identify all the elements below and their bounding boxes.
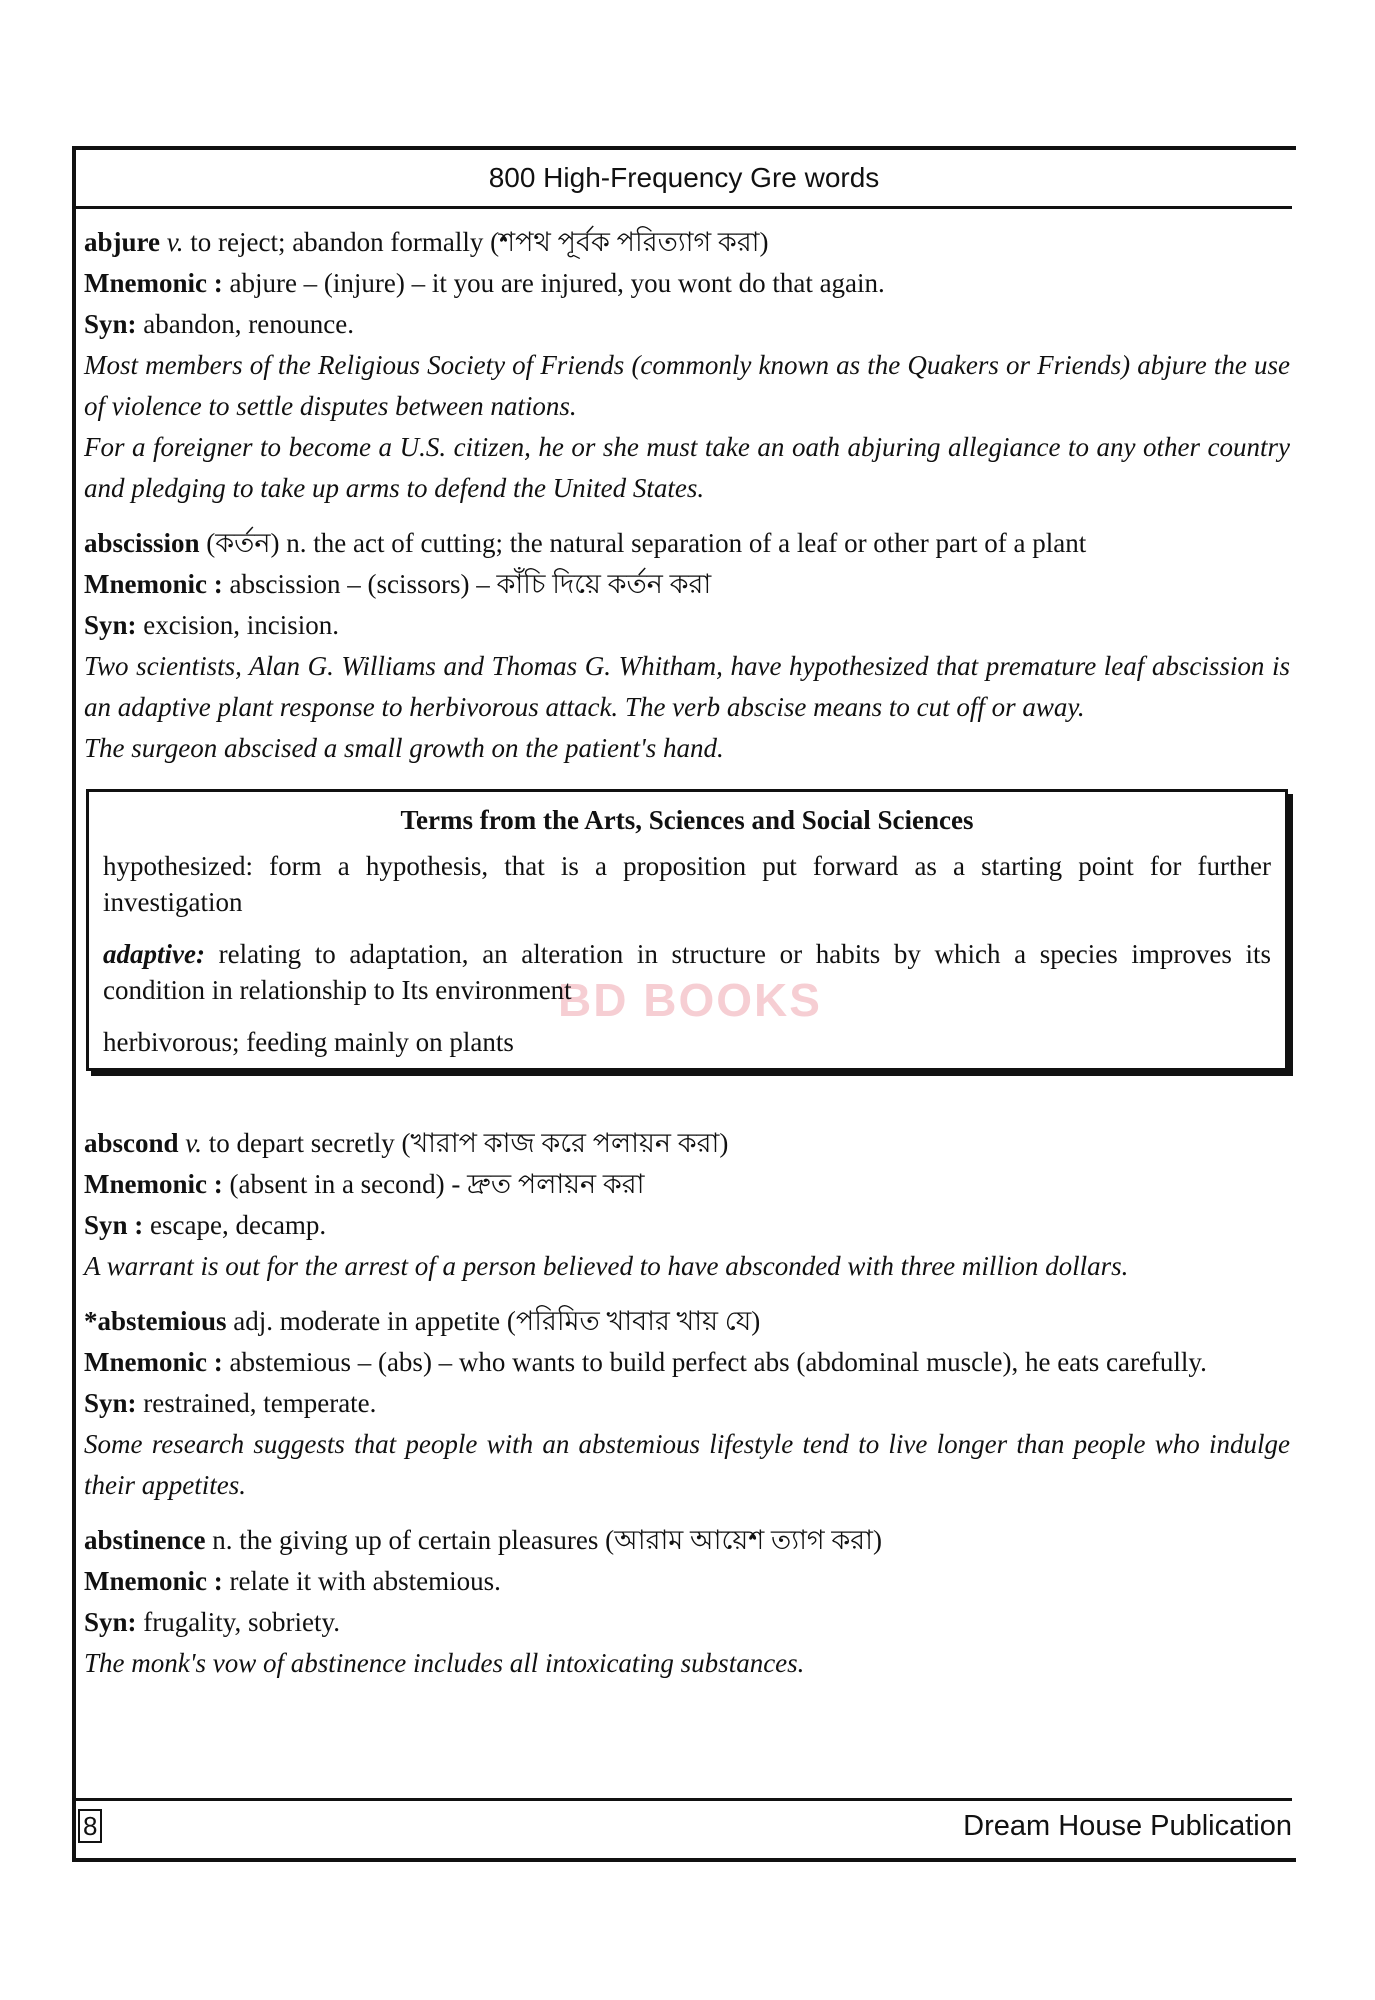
synonym-text: escape, decamp. [150, 1210, 327, 1240]
example-sentence: For a foreigner to become a U.S. citizen, he or she must take an oath abjuring allegiance to any other country and pledging to take up arms to defend the United States. [84, 432, 1290, 503]
mnemonic-label: Mnemonic : [84, 1566, 223, 1596]
mnemonic-label: Mnemonic : [84, 569, 223, 599]
synonym-text: frugality, sobriety. [143, 1607, 340, 1637]
publisher-name: Dream House Publication [963, 1809, 1292, 1842]
entry-abscission [84, 523, 1290, 769]
entry-headline [84, 1520, 1290, 1561]
term-definition: feeding mainly on plants [246, 1027, 514, 1057]
mnemonic-line [84, 1164, 1290, 1205]
synonym-label: Syn : [84, 1210, 144, 1240]
terms-box-title: Terms from the Arts, Sciences and Social Sciences [400, 805, 974, 835]
page-title: 800 High-Frequency Gre words [488, 162, 880, 193]
mnemonic-text: abjure – (injure) – it you are injured, you wont do that again. [229, 268, 885, 298]
mnemonic-line [84, 263, 1290, 304]
entry-abstemious [84, 1301, 1290, 1506]
synonym-line [84, 605, 1290, 646]
definition: to reject; abandon formally (শপথ পূর্বক পরিত্যাগ করা) [190, 227, 769, 257]
entry-headline [84, 222, 1290, 263]
mnemonic-text: (absent in a second) - দ্রুত পলায়ন করা [229, 1169, 645, 1199]
mnemonic-text: abscission – (scissors) – কাঁচি দিয়ে কর্তন করা [229, 569, 712, 599]
synonym-label: Syn: [84, 309, 137, 339]
definition: the giving up of certain pleasures (আরাম আয়েশ ত্যাগ করা) [239, 1525, 882, 1555]
synonym-label: Syn: [84, 1607, 137, 1637]
synonym-text: excision, incision. [143, 610, 340, 640]
headword: *abstemious [84, 1306, 227, 1336]
part-of-speech: (কর্তন) n. [206, 528, 307, 558]
mnemonic-label: Mnemonic : [84, 1169, 223, 1199]
term-definition: form a hypothesis, that is a proposition put forward as a starting point for further investigation [103, 851, 1271, 917]
term-name: hypothesized: [103, 851, 253, 881]
term-item [103, 848, 1271, 920]
term-item [103, 936, 1271, 1008]
part-of-speech: v. [166, 227, 184, 257]
term-definition: relating to adaptation, an alteration in structure or habits by which a species improves its condition in relationship to Its environment [103, 939, 1272, 1005]
page-footer [76, 1798, 1292, 1851]
synonym-line [84, 1383, 1290, 1424]
definition: to depart secretly (খারাপ কাজ করে পলায়ন করা) [208, 1128, 729, 1158]
page-header [76, 150, 1292, 209]
mnemonic-label: Mnemonic : [84, 1347, 223, 1377]
mnemonic-label: Mnemonic : [84, 268, 223, 298]
term-item [103, 1024, 1271, 1060]
term-name: adaptive: [103, 939, 205, 969]
entry-abstinence [84, 1520, 1290, 1684]
synonym-text: abandon, renounce. [143, 309, 354, 339]
bdbooks-watermark: BD BOOKS [558, 974, 822, 1026]
mnemonic-line [84, 1342, 1290, 1383]
synonym-line [84, 1602, 1290, 1643]
entry-abscond [84, 1123, 1290, 1287]
headword: abjure [84, 227, 161, 257]
entry-abjure [84, 222, 1290, 509]
headword: abscond [84, 1128, 179, 1158]
mnemonic-text: abstemious – (abs) – who wants to build perfect abs (abdominal muscle), he eats carefully. [229, 1347, 1207, 1377]
definition: moderate in appetite (পরিমিত খাবার খায় যে) [279, 1306, 761, 1336]
entry-headline [84, 523, 1290, 564]
entry-headline [84, 1301, 1290, 1342]
mnemonic-line [84, 564, 1290, 605]
example-sentence: A warrant is out for the arrest of a person believed to have absconded with three million dollars. [84, 1251, 1129, 1281]
part-of-speech: n. [212, 1525, 233, 1555]
part-of-speech: adj. [233, 1306, 274, 1336]
headword: abstinence [84, 1525, 206, 1555]
definition: the act of cutting; the natural separation of a leaf or other part of a plant [313, 528, 1087, 558]
part-of-speech: v. [185, 1128, 203, 1158]
terms-box [86, 789, 1288, 1071]
example-sentence: The monk's vow of abstinence includes all intoxicating substances. [84, 1648, 805, 1678]
term-name: herbivorous; [103, 1027, 240, 1057]
headword: abscission [84, 528, 200, 558]
synonym-label: Syn: [84, 1388, 137, 1418]
content [84, 222, 1290, 1698]
entry-headline [84, 1123, 1290, 1164]
synonym-label: Syn: [84, 610, 137, 640]
example-sentence: Some research suggests that people with an abstemious lifestyle tend to live longer than people who indulge their appetites. [84, 1429, 1290, 1500]
mnemonic-line [84, 1561, 1290, 1602]
synonym-line [84, 1205, 1290, 1246]
synonym-text: restrained, temperate. [143, 1388, 377, 1418]
page-number: 8 [78, 1809, 102, 1843]
mnemonic-text: relate it with abstemious. [229, 1566, 501, 1596]
example-sentence: The surgeon abscised a small growth on the patient's hand. [84, 733, 724, 763]
synonym-line [84, 304, 1290, 345]
example-sentence: Two scientists, Alan G. Williams and Thomas G. Whitham, have hypothesized that premature leaf abscission is an adaptive plant response to herbivorous attack. The verb abscise means to cut off or away. [84, 651, 1290, 722]
example-sentence: Most members of the Religious Society of Friends (commonly known as the Quakers or Friends) abjure the use of violence to settle disputes between nations. [84, 350, 1290, 421]
